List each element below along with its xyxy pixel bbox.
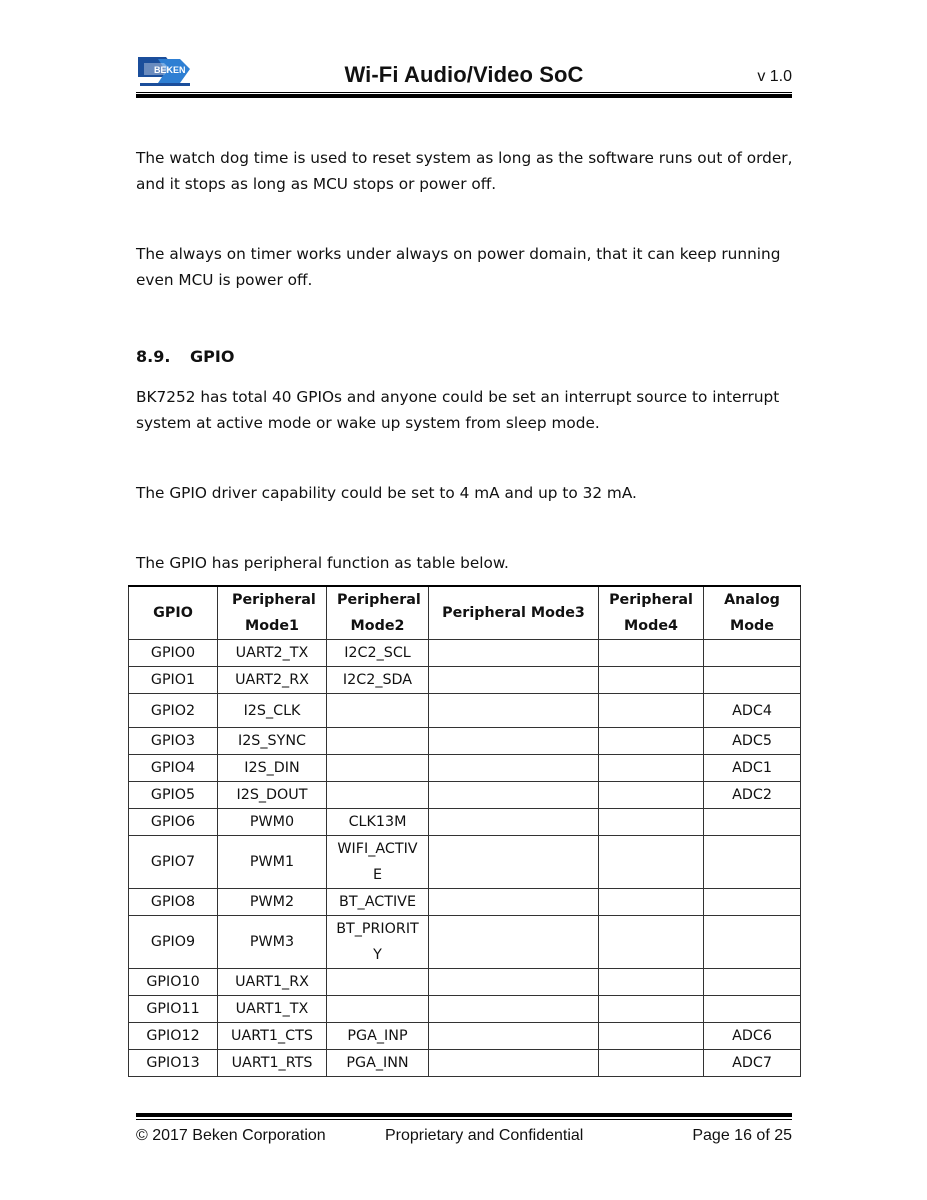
table-row: [129, 996, 801, 1023]
document-version: v 1.0: [757, 68, 792, 85]
table-cell: PWM0: [218, 809, 327, 836]
table-cell: [327, 755, 429, 782]
paragraph-gpio-driver: The GPIO driver capability could be set to 4 mA and up to 32 mA.: [136, 484, 637, 502]
column-header: Peripheral Mode3: [429, 586, 599, 640]
table-cell: [704, 836, 801, 889]
table-cell: GPIO10: [129, 969, 218, 996]
paragraph-gpio-intro: BK7252 has total 40 GPIOs and anyone could be set an interrupt source to interrupt system at active mode or wake up system from sleep mode.: [136, 388, 780, 432]
table-cell: PWM2: [218, 889, 327, 916]
table-cell: PGA_INP: [327, 1023, 429, 1050]
table-cell: GPIO0: [129, 640, 218, 667]
table-row: [129, 640, 801, 667]
table-cell: GPIO2: [129, 694, 218, 728]
table-cell: I2S_DIN: [218, 755, 327, 782]
table-cell: [429, 809, 599, 836]
table-cell: UART1_TX: [218, 996, 327, 1023]
table-cell: I2C2_SDA: [327, 667, 429, 694]
table-cell: [429, 1050, 599, 1077]
paragraph-table-intro: The GPIO has peripheral function as table below.: [136, 554, 509, 572]
table-cell: BT_PRIORITY: [327, 916, 429, 969]
table-cell: GPIO8: [129, 889, 218, 916]
table-cell: [704, 640, 801, 667]
table-cell: [599, 889, 704, 916]
table-cell: [429, 969, 599, 996]
table-row: [129, 969, 801, 996]
table-row: [129, 1050, 801, 1077]
table-cell: [599, 782, 704, 809]
document-title: Wi-Fi Audio/Video SoC: [344, 62, 584, 87]
table-cell: [429, 996, 599, 1023]
table-cell: [704, 809, 801, 836]
footer-copyright: © 2017 Beken Corporation: [136, 1127, 326, 1144]
table-cell: [429, 694, 599, 728]
section-heading: [136, 347, 234, 366]
table-cell: [599, 916, 704, 969]
table-row: [129, 755, 801, 782]
table-cell: GPIO1: [129, 667, 218, 694]
column-header: Peripheral Mode1: [218, 586, 327, 640]
table-cell: GPIO13: [129, 1050, 218, 1077]
table-cell: [599, 694, 704, 728]
footer-confidential: Proprietary and Confidential: [385, 1127, 584, 1144]
table-cell: I2S_CLK: [218, 694, 327, 728]
table-cell: [599, 640, 704, 667]
table-cell: GPIO7: [129, 836, 218, 889]
section-number: 8.9.: [136, 347, 171, 366]
table-cell: BT_ACTIVE: [327, 889, 429, 916]
column-header: Peripheral Mode4: [599, 586, 704, 640]
table-cell: [599, 996, 704, 1023]
footer-rule-thick: [136, 1113, 792, 1117]
table-cell: [704, 667, 801, 694]
table-cell: [599, 836, 704, 889]
logo-text: BEKEN: [154, 65, 186, 75]
table-cell: [429, 728, 599, 755]
table-cell: I2S_DOUT: [218, 782, 327, 809]
table-cell: PGA_INN: [327, 1050, 429, 1077]
table-cell: ADC7: [704, 1050, 801, 1077]
table-cell: PWM1: [218, 836, 327, 889]
table-cell: UART2_TX: [218, 640, 327, 667]
table-row: [129, 728, 801, 755]
table-cell: [599, 755, 704, 782]
page-header: [136, 50, 792, 100]
table-cell: UART1_CTS: [218, 1023, 327, 1050]
table-cell: UART1_RTS: [218, 1050, 327, 1077]
table-cell: GPIO4: [129, 755, 218, 782]
column-header: Analog Mode: [704, 586, 801, 640]
table-header-row: [129, 586, 801, 640]
table-cell: PWM3: [218, 916, 327, 969]
table-cell: [599, 728, 704, 755]
table-cell: [429, 782, 599, 809]
table-cell: [429, 640, 599, 667]
table-cell: [429, 836, 599, 889]
header-rule-thin: [136, 92, 792, 93]
table-cell: I2C2_SCL: [327, 640, 429, 667]
table-cell: [599, 1023, 704, 1050]
table-row: [129, 782, 801, 809]
table-cell: [429, 755, 599, 782]
table-cell: [704, 916, 801, 969]
table-cell: GPIO3: [129, 728, 218, 755]
table-cell: GPIO12: [129, 1023, 218, 1050]
table-row: [129, 916, 801, 969]
table-cell: [327, 728, 429, 755]
table-cell: [599, 1050, 704, 1077]
table-cell: [429, 889, 599, 916]
table-cell: UART2_RX: [218, 667, 327, 694]
paragraph-always-on-timer: The always on timer works under always on power domain, that it can keep running even MCU is power off.: [136, 245, 781, 289]
table-cell: [429, 667, 599, 694]
table-cell: ADC4: [704, 694, 801, 728]
table-cell: ADC1: [704, 755, 801, 782]
column-header: Peripheral Mode2: [327, 586, 429, 640]
page-footer: [136, 1113, 792, 1153]
table-cell: ADC6: [704, 1023, 801, 1050]
table-cell: ADC5: [704, 728, 801, 755]
footer-rule-thin: [136, 1119, 792, 1120]
table-cell: [704, 996, 801, 1023]
table-row: [129, 694, 801, 728]
table-cell: [704, 969, 801, 996]
table-row: [129, 889, 801, 916]
table-cell: WIFI_ACTIVE: [327, 836, 429, 889]
table-row: [129, 836, 801, 889]
table-cell: ADC2: [704, 782, 801, 809]
table-cell: [599, 667, 704, 694]
gpio-function-table: [128, 585, 801, 1077]
header-rule-thick: [136, 94, 792, 98]
table-cell: [327, 782, 429, 809]
table-cell: [327, 969, 429, 996]
table-cell: CLK13M: [327, 809, 429, 836]
table-cell: GPIO6: [129, 809, 218, 836]
table-cell: I2S_SYNC: [218, 728, 327, 755]
table-cell: [327, 996, 429, 1023]
column-header: GPIO: [129, 586, 218, 640]
table-cell: [327, 694, 429, 728]
table-cell: GPIO5: [129, 782, 218, 809]
table-cell: [599, 809, 704, 836]
footer-page-number: Page 16 of 25: [692, 1127, 792, 1144]
table-row: [129, 809, 801, 836]
table-cell: [429, 916, 599, 969]
table-cell: [599, 969, 704, 996]
table-row: [129, 667, 801, 694]
paragraph-watchdog: The watch dog time is used to reset system as long as the software runs out of order, and it stops as long as MCU stops or power off.: [136, 149, 793, 193]
table-cell: UART1_RX: [218, 969, 327, 996]
section-title: GPIO: [190, 347, 235, 366]
table-cell: [704, 889, 801, 916]
table-row: [129, 1023, 801, 1050]
table-cell: GPIO9: [129, 916, 218, 969]
table-cell: [429, 1023, 599, 1050]
table-cell: GPIO11: [129, 996, 218, 1023]
